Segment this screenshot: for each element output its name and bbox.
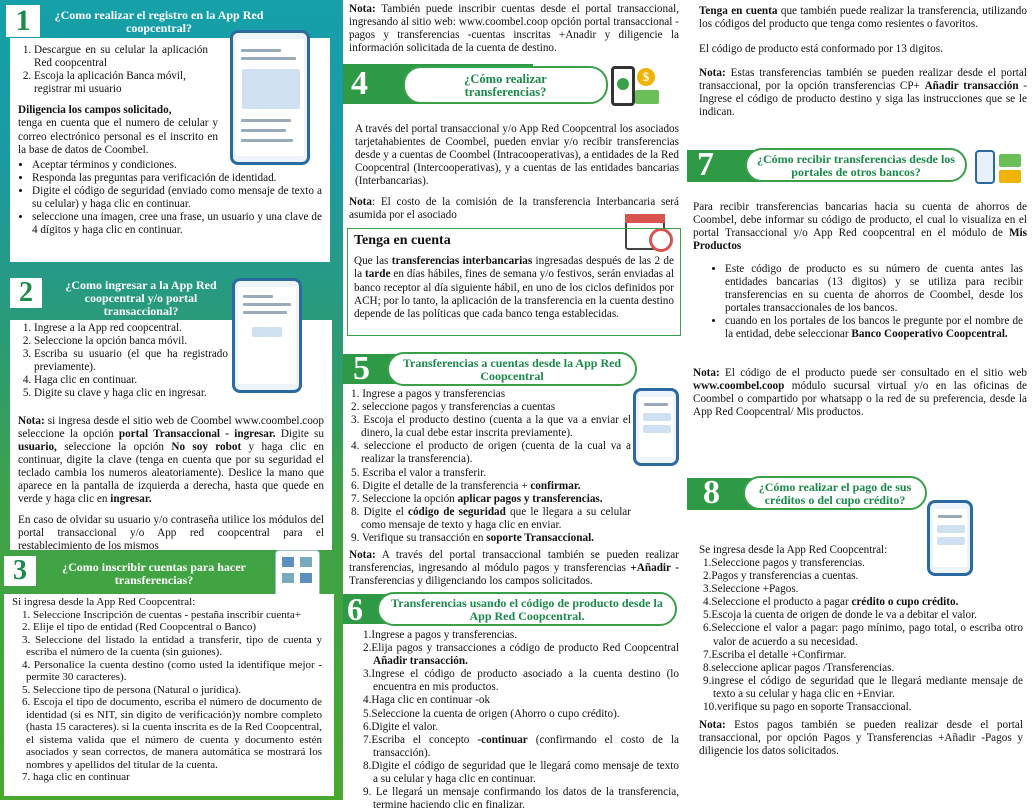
section-5-note: Nota: A través del portal transaccional también se pueden realizar transferencias, ingresando al módulo pagos y transferencias +Añadir - Transferencias y diligenciando los campos solicitados. xyxy=(349,549,679,588)
account-steps xyxy=(12,609,322,784)
inscribir-note: Nota: También puede inscribir cuentas desde el portal transaccional, ingresando al sitio web: www.coombel.coop opción portal transaccional -pagos y transferencias -cuentas inscritas +Anadir y diligencie la información solicitada de la cuenta de destino. xyxy=(349,3,679,55)
list-item: 5. Escriba el valor a transferir. xyxy=(351,466,487,479)
section-number-1: 1 xyxy=(6,5,40,37)
list-item: 9. Le llegará un mensaje confirmando los datos de la transferencia, termine haciendo clic en finalizar. xyxy=(363,786,679,812)
list-item: 5.Seleccione la cuenta de origen (Ahorro o cupo crédito). xyxy=(363,707,620,720)
list-item: 3.Seleccione +Pagos. xyxy=(703,583,799,596)
list-item: 1. Seleccione Inscripción de cuentas - pestaña inscribir cuenta+ xyxy=(22,608,301,621)
section-4-text: A través del portal transaccional y/o App Red Coopcentral los asociados tarjetahabientes de Coombel, pueden enviar y/o recibir transferencias desde y a cuentas de Coombel (Intracooperativas), a entidades de la Red Coopcentral (Intercooperativas), y a cuentas de las entidades bancarias (Interbancarias). xyxy=(355,123,679,188)
list-item: 2.Pagos y transferencias a cuentas. xyxy=(703,570,859,583)
section-8-steps xyxy=(703,557,1023,714)
list-item: 8.seleccione aplicar pagos /Transferencias. xyxy=(703,661,895,674)
section-3-intro: Si ingresa desde la App Red Coopcentral: xyxy=(12,596,196,608)
phone-icon xyxy=(633,388,679,466)
list-item: 3. Escoja el producto destino (cuenta a la que va a enviar el dinero, la cual debe estar inscrita previamente). xyxy=(351,414,631,440)
register-steps xyxy=(18,44,208,96)
list-item: 1. Descargue en su celular la aplicación Red coopcentral xyxy=(34,44,208,70)
section-title-1: ¿Como realizar el registro en la App Red coopcentral? xyxy=(54,8,264,35)
code-tip: Tenga en cuenta que también puede realizar la transferencia, utilizando los códigos del producto que tenga como resientes o favoritos. xyxy=(699,5,1027,31)
list-item: 5. Digite su clave y haga clic en ingresar. xyxy=(34,387,228,400)
section-number-3: 3 xyxy=(4,556,36,586)
section-7-text: Para recibir transferencias bancarias hacia su cuenta de ahorros de Coombel, debe informar su código de producto, el cual lo visualiza en el portal Transaccional y/o App Red coopcentral en el módulo de Mis Productos xyxy=(693,201,1027,253)
section-title-5: Transferencias a cuentas desde la App Red Coopcentral xyxy=(387,352,637,386)
phone-transfer-icon xyxy=(975,150,1025,190)
diligencia-title: Diligencia los campos solicitado, xyxy=(18,104,172,117)
list-item: • Aceptar términos y condiciones. xyxy=(32,159,322,172)
section-number-7: 7 xyxy=(697,146,714,183)
list-item: • seleccione una imagen, cree una frase, un usuario y una clave de 4 dígitos y haga clic en continuar. xyxy=(32,211,322,237)
list-item: 2.Elija pagos y transacciones a código de producto Red Coopcentral Añadir transacción. xyxy=(363,642,679,668)
list-item: • cuando en los portales de los bancos le pregunte por el nombre de la entidad, debe seleccionar Banco Cooperativo Coopcentral. xyxy=(725,315,1023,341)
list-item: 1. Ingrese a pagos y transferencias xyxy=(351,388,506,400)
list-item: 4.Seleccione el producto a pagar crédito o cupo crédito. xyxy=(703,596,959,609)
list-item: 10.verifique su pago en soporte Transaccional. xyxy=(703,701,912,714)
list-item: 4. Personalice la cuenta destino (como usted la identifique mejor -permite 30 caracteres). xyxy=(22,658,322,684)
code-note: Nota: Estas transferencias también se pueden realizar desde el portal transaccional, por la opción transferencias CP+ Añadir transacción - Ingrese el código de producto destino y siga las instrucciones que se le indican. xyxy=(699,67,1027,119)
list-item: 2. Seleccione la opción banca móvil. xyxy=(34,335,228,348)
list-item: 5. Seleccione tipo de persona (Natural o jurídica). xyxy=(22,683,242,696)
money-transfer-icon: $ xyxy=(611,66,661,108)
section-8-note: Nota: Estos pagos también se pueden realizar desde el portal transaccional, por opción Pagos y Transferencias +Añadir -Pagos y diligencie los datos solicitados. xyxy=(699,719,1023,758)
list-item: 1. Ingrese a la App red coopcentral. xyxy=(34,322,228,335)
section-6-steps xyxy=(363,629,679,812)
section-4-note: Nota: El costo de la comisión de la transferencia Interbancaria será asumida por el asociado xyxy=(349,196,679,222)
section-5-steps xyxy=(351,388,631,545)
list-item: 4. seleccione el producto de origen (cuenta de la cual va a realizar la transferencia). xyxy=(351,440,631,466)
section-title-8: ¿Cómo realizar el pago de sus créditos o del cupo crédito? xyxy=(743,476,927,510)
column-middle xyxy=(343,0,687,812)
section-7-note: Nota: El código de el producto puede ser consultado en el sitio web www.coombel.coop módulo sucursal virtual y/o en las oficinas de Coombel o compartido por whatsapp o la red de su preferencia, desde la App Red Coopcentral/ Mis productos. xyxy=(693,367,1027,419)
list-item: 4. Haga clic en continuar. xyxy=(34,374,228,387)
section-title-4: ¿Cómo realizar transferencias? xyxy=(403,66,608,104)
section-number-2: 2 xyxy=(10,278,42,308)
login-note: Nota: si ingresa desde el sitio web de Coombel www.coombel.coop seleccione la opción portal Transaccional - ingresar. Digite su usuario, seleccione la opción No soy robot y haga clic en continuar, digite la clave (tenga en cuenta que por su seguridad el teclado cambia los numeros aleatoriamente). Deslice la mano que aparece en la pantalla de izquierda a derecha, hasta que quede en verde y haga clic en ingresar. xyxy=(18,414,325,506)
list-item: 8. Digite el código de seguridad que le llegara a su celular como mensaje de texto y haga clic en enviar. xyxy=(351,505,631,531)
list-item: 9.ingrese el código de seguridad que le llegará mediante mensaje de texto a su celular y haga clic en +Enviar. xyxy=(703,674,1023,700)
list-item: 6.Seleccione el valor a pagar: pago mínimo, pago total, o escriba otro valor de acuerdo a su necesidad. xyxy=(703,622,1023,648)
section-number-8: 8 xyxy=(703,474,720,511)
list-item: 2. seleccione pagos y transferencias a cuentas xyxy=(351,401,556,414)
list-item: 6. Digite el detalle de la transferencia + confirmar. xyxy=(351,479,581,492)
list-item: 3. Seleccione del listado la entidad a transferir, tipo de cuenta y escriba el número de la cuenta (sin guiones). xyxy=(22,633,322,659)
list-item: 8.Digite el código de seguridad que le llegará como mensaje de texto a su celular y haga clic en continuar. xyxy=(363,759,679,786)
list-item: • Responda las preguntas para verificación de identidad. xyxy=(32,172,322,185)
list-item: 1.Seleccione pagos y transferencias. xyxy=(703,557,865,569)
section-title-2: ¿Como ingresar a la App Red coopcentral y/o portal transaccional? xyxy=(65,278,217,318)
list-item: 4.Haga clic en continuar -ok xyxy=(363,694,491,707)
column-right xyxy=(687,0,1036,800)
list-item: 2. Elije el tipo de entidad (Red Coopcentral o Banco) xyxy=(22,621,256,634)
list-item: 1.Ingrese a pagos y transferencias. xyxy=(363,629,518,641)
phone-icon xyxy=(230,30,310,165)
list-item: 3.Ingrese el código de producto asociado a la cuenta destino (lo encuentra en mis productos. xyxy=(363,668,679,694)
section-8-intro: Se ingresa desde la App Red Coopcentral: xyxy=(699,544,888,556)
section-number-5: 5 xyxy=(353,350,370,387)
tenga-text: Que las transferencias interbancarias ingresadas después de las 2 de la tarde en días hábiles, fines de semana y/o festivos, serán enviadas al banco receptor al día siguiente hábil, en uno de los ciclos definidos por ACH; por lo tanto, la aplicación de la transferencia en la cuenta destino depende de las políticas que cada banco tenga establecidas. xyxy=(354,255,674,320)
diligencia-text: tenga en cuenta que el numero de celular y correo electrónico personal es el inscrito en la base de datos de Coombel. xyxy=(18,117,218,156)
list-item: 6. Escoja el tipo de documento, escriba el número de documento de identidad (si es NIT, sin digito de verificación)y nombre completo (hasta 15 caracteres). si la cuenta inscrita es de la Red Coopcentral, el sistema valida que el número de cuenta y documento estén asociados y sean correctos, de manera automática se mostrará los nombres y apellidos del titular de la cuenta. xyxy=(22,696,322,771)
tenga-box xyxy=(347,228,681,336)
phone-icon xyxy=(275,550,320,600)
list-item: 7.Escriba el concepto -continuar (confirmando el costo de la transacción). xyxy=(363,733,680,759)
section-7-bullets xyxy=(711,263,1023,342)
list-item: 9. Verifique su transacción en soporte Transaccional. xyxy=(351,532,594,545)
login-steps xyxy=(18,322,228,401)
register-bullets xyxy=(18,159,322,238)
section-title-6: Transferencias usando el código de producto desde la App Red Coopcentral. xyxy=(377,592,677,626)
column-left xyxy=(0,0,343,800)
list-item: 5.Escoja la cuenta de origen de donde le va a debitar el valor. xyxy=(703,609,977,622)
list-item: 6.Digite el valor. xyxy=(363,720,439,733)
section-body-3 xyxy=(4,594,334,796)
phone-icon xyxy=(232,278,302,393)
code-length: El código de producto está conformado por 13 digitos. xyxy=(699,43,943,55)
list-item: 7.Escriba el detalle +Confirmar. xyxy=(703,648,847,661)
list-item: 3. Escriba su usuario (el que ha registrado previamente). xyxy=(34,348,228,374)
forgot-note: En caso de olvidar su usuario y/o contraseña utilice los módulos del portal transaccional y/o App red coopcentral para el restablecimiento de los mismos xyxy=(18,514,324,553)
list-item: • Este código de producto es su número de cuenta antes las entidades bancarias (13 digitos) y se utiliza para recibir transferencias en su cuenta de ahorros de Coombel, desde los portales transaccionales de los bancos. xyxy=(725,263,1023,315)
list-item: • Digite el código de seguridad (enviado como mensaje de texto a su celular) y haga clic en continuar. xyxy=(32,185,322,211)
list-item: 7. haga clic en continuar xyxy=(22,771,130,784)
section-title-7: ¿Cómo recibir transferencias desde los portales de otros bancos? xyxy=(745,148,967,182)
tenga-title: Tenga en cuenta xyxy=(354,233,451,248)
section-title-3: ¿Como inscribir cuentas para hacer transferencias? xyxy=(62,560,246,587)
section-number-6: 6 xyxy=(347,591,363,627)
list-item: 7. Seleccione la opción aplicar pagos y transferencias. xyxy=(351,492,603,505)
section-number-4: 4 xyxy=(351,65,368,102)
list-item: 2. Escoja la aplicación Banca móvil, registrar mi usuario xyxy=(34,70,208,96)
